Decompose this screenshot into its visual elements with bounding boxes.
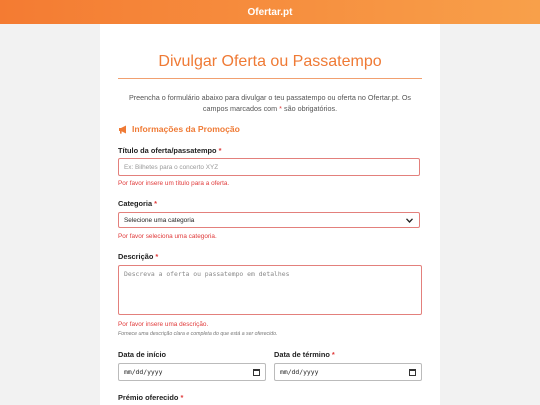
end-date-label [274,350,335,359]
prize-label [118,393,183,402]
title-divider [118,78,422,79]
required-mark: * [279,104,282,113]
top-bar [0,0,540,24]
calendar-icon[interactable] [409,369,416,376]
intro-line-1: Preencha o formulário abaixo para divulgar o teu passatempo ou oferta no Ofertar.pt. Os [128,93,412,102]
chevron-down-icon [406,218,413,223]
brand-logo[interactable]: Ofertar.pt [247,6,293,18]
category-label-text: Categoria [118,199,153,208]
description-textarea[interactable] [118,265,422,315]
section-title: Informações da Promoção [132,124,240,134]
prize-label-text: Prémio oferecido [118,393,179,402]
end-date-input[interactable] [274,363,422,381]
intro-line-2-post: são obrigatórios. [283,104,338,113]
title-input[interactable] [118,158,420,176]
section-heading [118,124,240,134]
calendar-icon[interactable] [253,369,260,376]
required-mark: * [218,146,222,155]
intro-line-2-pre: campos marcados com [202,104,278,113]
start-date-value: mm/dd/yyyy [124,368,163,376]
page-title: Divulgar Oferta ou Passatempo [158,53,382,70]
description-placeholder: Descreva a oferta ou passatempo em detalhes [124,270,290,278]
title-error: Por favor insere um título para a oferta. [118,180,230,187]
end-date-value: mm/dd/yyyy [280,368,319,376]
start-date-label: Data de início [118,350,167,359]
required-mark: * [154,199,158,208]
description-hint: Fornece uma descrição clara e completa do que está a ser oferecido. [118,331,278,337]
end-date-label-text: Data de término [274,350,330,359]
category-label [118,199,157,208]
title-placeholder: Ex: Bilhetes para o concerto XYZ [124,163,219,171]
megaphone-icon [118,125,128,134]
required-mark: * [155,252,159,261]
required-mark: * [331,350,335,359]
title-label-text: Título da oferta/passatempo [118,146,217,155]
start-date-input[interactable] [118,363,266,381]
category-select[interactable] [118,212,420,228]
category-value: Selecione uma categoria [124,216,195,224]
description-label [118,252,158,261]
intro-text [114,92,426,114]
form-card [100,24,440,405]
category-error: Por favor seleciona uma categoria. [118,233,217,240]
description-error: Por favor insere uma descrição. [118,321,209,328]
title-label [118,146,222,155]
description-label-text: Descrição [118,252,154,261]
required-mark: * [180,393,184,402]
